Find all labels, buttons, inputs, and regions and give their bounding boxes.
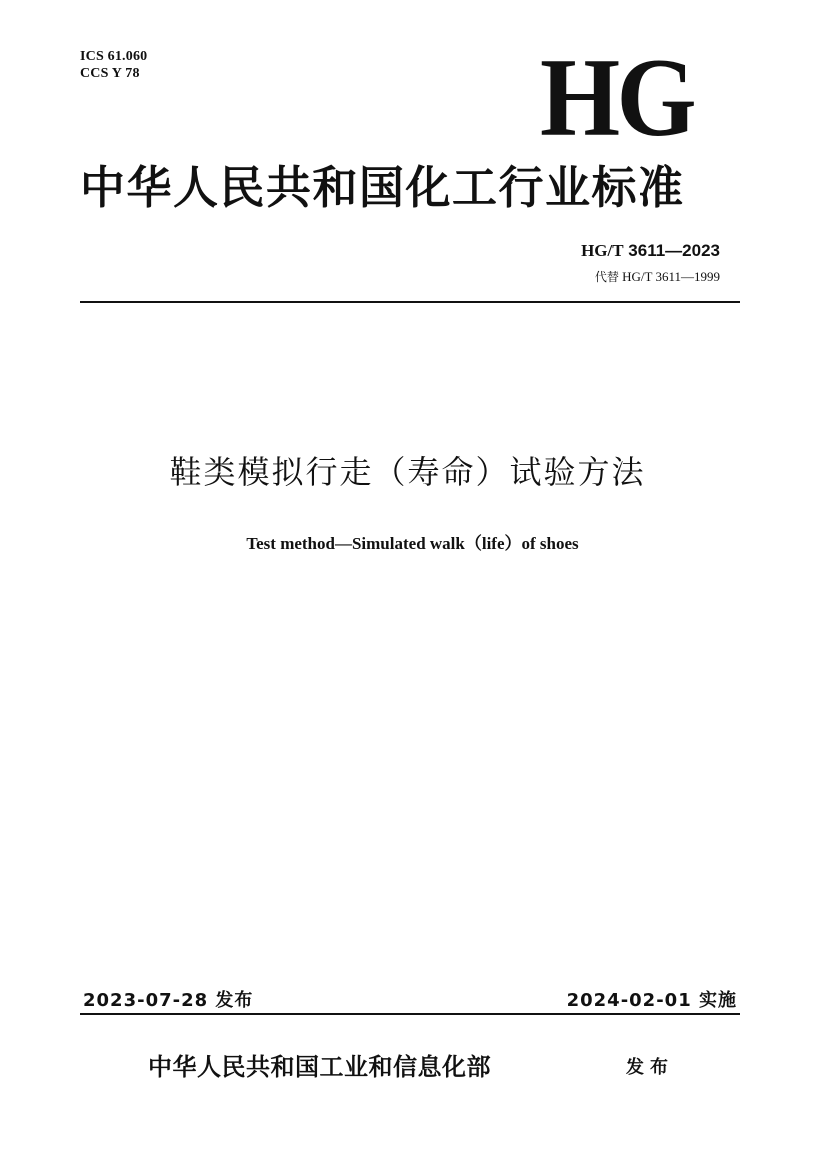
top-divider bbox=[80, 301, 740, 303]
english-title: Test method—Simulated walk（life）of shoes bbox=[246, 534, 579, 553]
chinese-title: 鞋类模拟行走（寿命）试验方法 bbox=[169, 453, 646, 491]
issue-date: 2023-07-28 发布 bbox=[83, 990, 254, 1011]
ccs-code: CCS Y 78 bbox=[80, 66, 140, 81]
publish-action: 发布 bbox=[626, 1057, 674, 1078]
standard-number-rest: 3611—2023 bbox=[623, 241, 720, 260]
authority-title: 中华人民共和国化工行业标准 bbox=[80, 161, 685, 214]
standard-number bbox=[581, 241, 720, 261]
bottom-divider bbox=[80, 1013, 740, 1015]
standard-number-prefix: HG/T bbox=[581, 241, 624, 260]
hg-logo: HG bbox=[540, 36, 693, 160]
replaces-label: 代替 bbox=[594, 270, 619, 284]
classification-codes bbox=[80, 48, 147, 82]
replaces-number: HG/T 3611—1999 bbox=[618, 269, 720, 284]
ics-code: ICS 61.060 bbox=[80, 49, 148, 64]
implementation-date: 2024-02-01 实施 bbox=[566, 990, 737, 1011]
replaces-standard bbox=[595, 269, 720, 285]
publisher-name: 中华人民共和国工业和信息化部 bbox=[148, 1052, 491, 1081]
